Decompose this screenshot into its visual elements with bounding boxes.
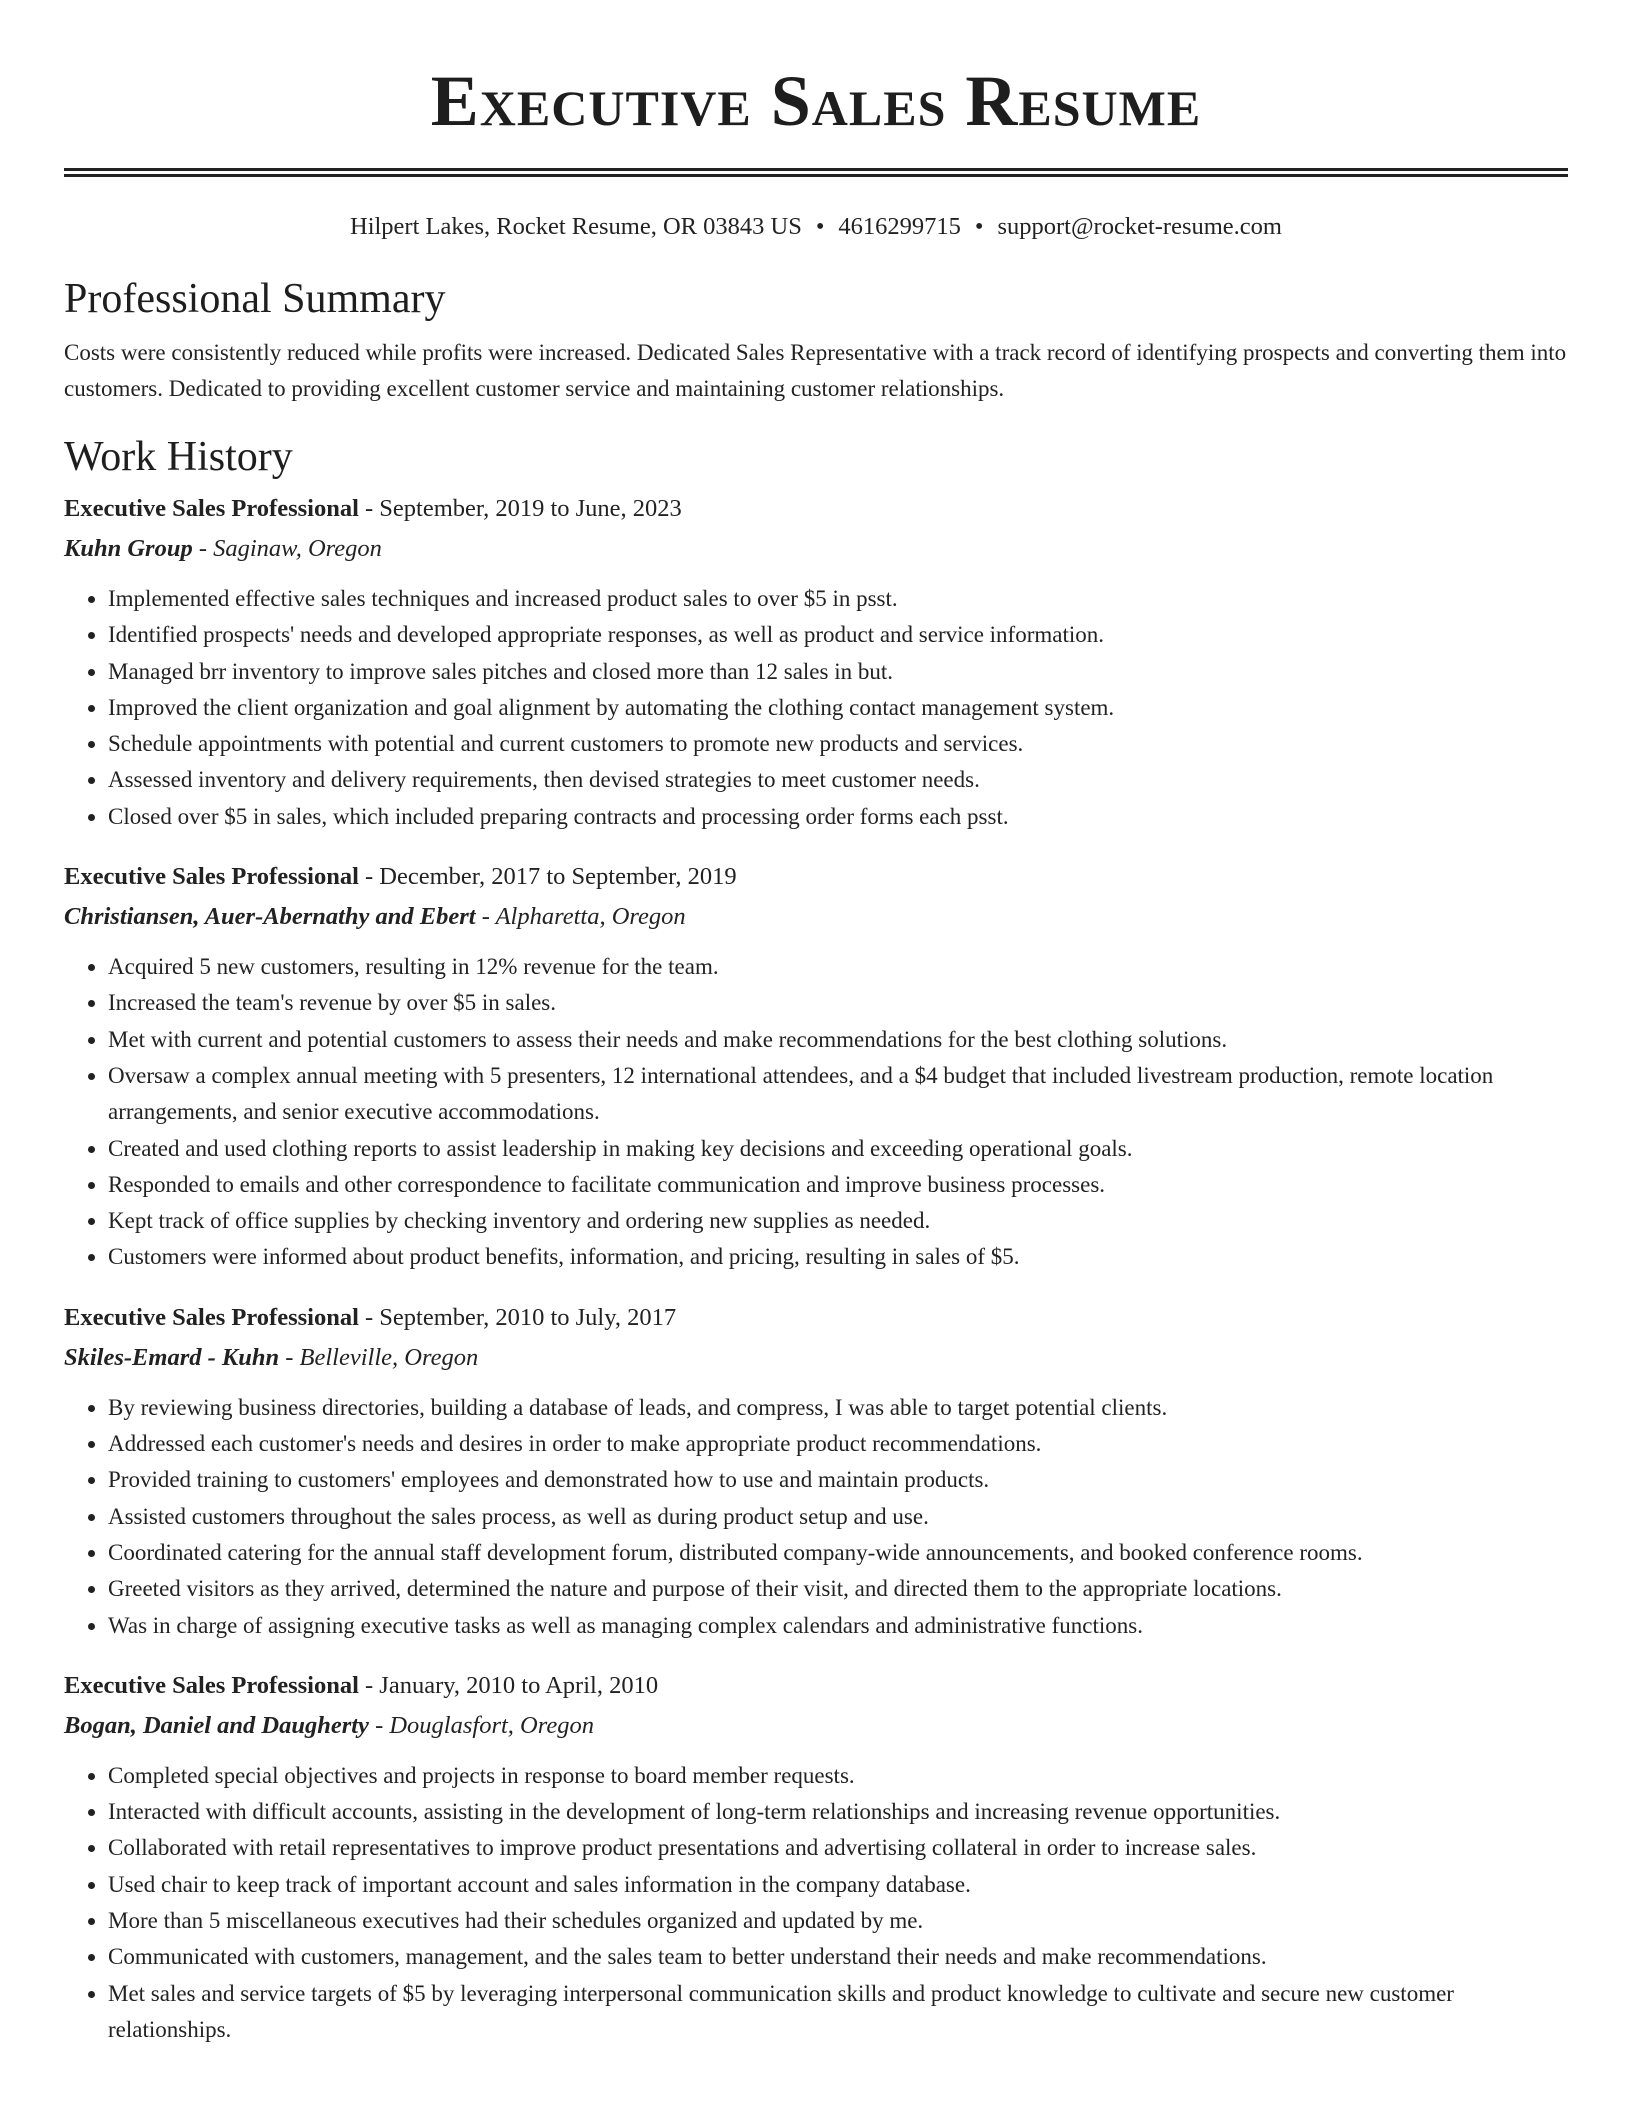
job-dates: - September, 2019 to June, 2023 — [358, 495, 682, 522]
job-bullet-item: • Kept track of office supplies by checking inventory and ordering new supplies as needed. — [108, 1203, 1568, 1239]
job-company-line — [64, 1338, 1568, 1378]
job-dates: - December, 2017 to September, 2019 — [358, 863, 737, 891]
job-company-line — [64, 529, 1568, 569]
job-bullet-item: • Responded to emails and other correspondence to facilitate communication and improve business processes. — [108, 1167, 1568, 1203]
job-title-line — [64, 489, 1568, 529]
job-bullet-list — [64, 581, 1568, 835]
job-company: Skiles-Emard - Kuhn — [64, 1343, 280, 1371]
job-bullet-item: • Assisted customers throughout the sales process, as well as during product setup and use. — [108, 1499, 1568, 1535]
job-bullet-list — [64, 949, 1568, 1276]
job-entry — [64, 489, 1568, 835]
job-title: Executive Sales Professional — [64, 1303, 359, 1331]
job-bullet-item: • Assessed inventory and delivery requirements, then devised strategies to meet customer needs. — [108, 762, 1568, 798]
job-bullet-item: • Was in charge of assigning executive tasks as well as managing complex calendars and administrative functions. — [108, 1608, 1568, 1644]
job-bullet-item: • Interacted with difficult accounts, assisting in the development of long-term relationships and increasing revenue opportunities. — [108, 1794, 1568, 1830]
job-entry — [64, 1298, 1568, 1644]
job-bullet-item: • Acquired 5 new customers, resulting in 12% revenue for the team. — [108, 949, 1568, 985]
resume-title: Executive Sales Resume — [430, 61, 1202, 141]
job-bullet-item: • By reviewing business directories, building a database of leads, and compress, I was able to target potential clients. — [108, 1390, 1568, 1426]
job-dates: - January, 2010 to April, 2010 — [358, 1671, 659, 1699]
job-bullet-item: • Implemented effective sales techniques and increased product sales to over $5 in psst. — [108, 581, 1568, 617]
job-bullet-item: • Used chair to keep track of important account and sales information in the company database. — [108, 1867, 1568, 1903]
contact-email: support@rocket-resume.com — [997, 213, 1282, 240]
job-title-line — [64, 1298, 1568, 1338]
contact-address: Hilpert Lakes, Rocket Resume, OR 03843 US — [350, 213, 802, 240]
job-location: - Alpharetta, Oregon — [475, 903, 686, 931]
job-location: - Douglasfort, Oregon — [368, 1711, 594, 1739]
job-title-line — [64, 857, 1568, 897]
contact-line — [64, 211, 1568, 243]
job-entry — [64, 857, 1568, 1276]
job-title: Executive Sales Professional — [64, 1671, 359, 1699]
job-bullet-list — [64, 1390, 1568, 1644]
summary-text: Costs were consistently reduced while profits were increased. Dedicated Sales Representative with a track record of identifying prospects and converting them into customers. Dedicated to providing excellent customer service and maintaining customer relationships. — [64, 340, 1567, 401]
contact-phone: 4616299715 — [838, 213, 961, 240]
job-bullet-item: • More than 5 miscellaneous executives had their schedules organized and updated by me. — [108, 1903, 1568, 1939]
job-bullet-item: • Met with current and potential customers to assess their needs and make recommendations for the best clothing solutions. — [108, 1022, 1568, 1058]
job-bullet-item: • Increased the team's revenue by over $5 in sales. — [108, 985, 1568, 1021]
job-bullet-item: • Addressed each customer's needs and desires in order to make appropriate product recommendations. — [108, 1426, 1568, 1462]
job-bullet-item: • Communicated with customers, management, and the sales team to better understand their needs and make recommendations. — [108, 1939, 1568, 1975]
work-history-list — [64, 489, 1568, 2048]
job-bullet-item: • Greeted visitors as they arrived, determined the nature and purpose of their visit, and directed them to the appropriate locations. — [108, 1571, 1568, 1607]
job-bullet-item: • Oversaw a complex annual meeting with 5 presenters, 12 international attendees, and a $4 budget that included livestream production, remote location arrangements, and senior executive accommodations. — [108, 1058, 1568, 1131]
contact-separator: • — [815, 213, 825, 240]
job-bullet-item: • Improved the client organization and goal alignment by automating the clothing contact management system. — [108, 690, 1568, 726]
job-title: Executive Sales Professional — [64, 495, 359, 522]
job-bullet-item: • Coordinated catering for the annual staff development forum, distributed company-wide announcements, and booked conference rooms. — [108, 1535, 1568, 1571]
job-company-line — [64, 1706, 1568, 1746]
job-company: Bogan, Daniel and Daugherty — [64, 1711, 369, 1739]
job-entry — [64, 1666, 1568, 2048]
job-company: Christiansen, Auer-Abernathy and Ebert — [64, 903, 476, 931]
summary-heading: Professional Summary — [64, 276, 446, 322]
job-bullet-item: • Provided training to customers' employees and demonstrated how to use and maintain products. — [108, 1462, 1568, 1498]
job-title: Executive Sales Professional — [64, 863, 359, 891]
contact-separator: • — [974, 213, 984, 240]
job-bullet-item: • Managed brr inventory to improve sales pitches and closed more than 12 sales in but. — [108, 654, 1568, 690]
job-bullet-item: • Created and used clothing reports to assist leadership in making key decisions and exceeding operational goals. — [108, 1131, 1568, 1167]
job-bullet-item: • Identified prospects' needs and developed appropriate responses, as well as product and service information. — [108, 617, 1568, 653]
job-bullet-item: • Completed special objectives and projects in response to board member requests. — [108, 1758, 1568, 1794]
work-history-heading: Work History — [64, 434, 293, 480]
job-bullet-item: • Customers were informed about product benefits, information, and pricing, resulting in sales of $5. — [108, 1239, 1568, 1275]
job-bullet-item: • Collaborated with retail representatives to improve product presentations and advertising collateral in order to increase sales. — [108, 1830, 1568, 1866]
job-bullet-item: • Met sales and service targets of $5 by leveraging interpersonal communication skills and product knowledge to cultivate and secure new customer relationships. — [108, 1976, 1568, 2049]
job-location: - Saginaw, Oregon — [192, 535, 382, 562]
job-bullet-item: • Closed over $5 in sales, which included preparing contracts and processing order forms each psst. — [108, 799, 1568, 835]
job-dates: - September, 2010 to July, 2017 — [358, 1303, 677, 1331]
job-location: - Belleville, Oregon — [279, 1343, 479, 1371]
job-company: Kuhn Group — [64, 535, 193, 562]
job-bullet-item: • Schedule appointments with potential and current customers to promote new products and services. — [108, 726, 1568, 762]
job-title-line — [64, 1666, 1568, 1706]
job-bullet-list — [64, 1758, 1568, 2048]
job-company-line — [64, 897, 1568, 937]
title-divider — [64, 168, 1568, 177]
